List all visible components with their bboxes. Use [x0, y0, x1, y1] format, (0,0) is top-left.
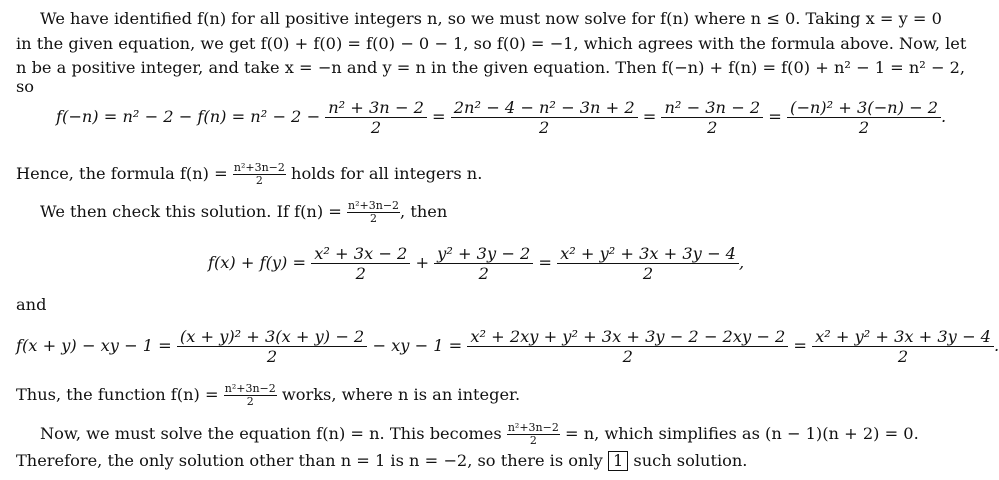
fraction-2 [467, 327, 788, 366]
fraction-denominator: 2 [897, 347, 909, 366]
fraction-2 [434, 244, 533, 283]
fraction-numerator: n² − 3n − 2 [661, 98, 763, 118]
paragraph-1-line-1: We have identified f(n) for all positive integers n, so we must now solve for f(n) where n ≤ 0. Taking x = y = 0 [40, 9, 942, 28]
equation-xy-check: f(x + y) − xy − 1 = $\frac{\text{(x + y)² + 3(x + y) − 2}}{2}$ − xy − 1 = $\frac{\text{x² + 2xy + y² + 3x + 3y − 2 − 2xy − 2}}{2}$ = $\frac{\text{x² + y² + 3x + 3y − 4}}{2}$ . [16, 327, 999, 366]
inline-fraction [224, 383, 277, 408]
equation-lhs: f(−n) = n² − 2 − f(n) = n² − 2 − [56, 107, 321, 126]
fraction-numerator: x² + 3x − 2 [311, 244, 410, 264]
paragraph-6-line-2 [16, 451, 747, 471]
paragraph-5-text: Thus, the function f(n) = [16, 385, 219, 404]
fraction-numerator: n² + 3n − 2 [325, 98, 427, 118]
fraction-denominator: 2 [255, 174, 263, 187]
paragraph-5 [16, 383, 520, 408]
paragraph-3-text-end: , then [400, 202, 448, 221]
paragraph-1-line-3: n be a positive integer, and take x = −n and y = n in the given equation. Then f(−n) + f(n) = f(0) + n² − 1 = n² − 2, [16, 58, 966, 77]
fraction-numerator: n²+3n−2 [507, 421, 559, 434]
and-label: and [16, 295, 47, 314]
equation-lhs: f(x) + f(y) = [208, 253, 307, 272]
fraction-denominator: 2 [370, 118, 382, 137]
fraction-denominator: 2 [642, 264, 654, 283]
fraction-denominator: 2 [266, 347, 278, 366]
paragraph-6-text: Now, we must solve the equation f(n) = n. This becomes [40, 424, 502, 443]
fraction-numerator: (−n)² + 3(−n) − 2 [787, 98, 941, 118]
fraction-numerator: x² + y² + 3x + 3y − 4 [812, 327, 994, 347]
fraction-3 [557, 244, 739, 283]
equation-sum-check: f(x) + f(y) = $\frac{\text{x² + 3x − 2}}{2}$ + $\frac{\text{y² + 3y − 2}}{2}$ = $\frac{\text{x² + y² + 3x + 3y − 4}}{2}$ , [208, 244, 745, 283]
fraction-denominator: 2 [355, 264, 366, 283]
fraction-numerator: 2n² − 4 − n² − 3n + 2 [451, 98, 638, 118]
paragraph-3 [40, 200, 447, 225]
fraction-numerator: y² + 3y − 2 [434, 244, 533, 264]
fraction-2 [451, 98, 638, 137]
fraction-4 [787, 98, 941, 137]
inline-fraction [507, 422, 560, 447]
paragraph-6-line-2-text-end: such solution. [633, 451, 748, 470]
fraction-denominator: 2 [707, 118, 718, 137]
paragraph-1-line-4: so [16, 77, 35, 96]
fraction-numerator: n²+3n−2 [348, 199, 400, 212]
fraction-denominator: 2 [858, 118, 870, 137]
fraction-denominator: 2 [246, 395, 254, 408]
fraction-denominator: 2 [370, 212, 378, 225]
fraction-numerator: (x + y)² + 3(x + y) − 2 [177, 327, 367, 347]
paragraph-6-text-end: = n, which simplifies as (n − 1)(n + 2) = 0. [565, 424, 919, 443]
paragraph-2-text-end: holds for all integers n. [291, 164, 483, 183]
fraction-denominator: 2 [478, 264, 489, 283]
fraction-numerator: n²+3n−2 [233, 161, 285, 174]
fraction-denominator: 2 [539, 118, 550, 137]
fraction-1 [325, 98, 427, 137]
fraction-numerator: x² + y² + 3x + 3y − 4 [557, 244, 739, 264]
paragraph-6-line-1 [40, 422, 919, 447]
equation-f-minus-n: f(−n) = n² − 2 − f(n) = n² − 2 − $\frac{\text{n² + 3n − 2}}{2}$ = $\frac{\text{2n² − 4 − n² − 3n + 2}}{2}$ = $\frac{\text{n² − 3n − 2}}{2}$ = $\frac{\text{(−n)² + 3(−n) − 2}}{2}$ . [56, 98, 947, 137]
fraction-numerator: n²+3n−2 [224, 382, 276, 395]
paragraph-2 [16, 162, 482, 187]
fraction-denominator: 2 [622, 347, 633, 366]
fraction-denominator: 2 [529, 434, 537, 447]
paragraph-3-text: We then check this solution. If f(n) = [40, 202, 342, 221]
inline-fraction [233, 162, 286, 187]
paragraph-5-text-end: works, where n is an integer. [281, 385, 521, 404]
fraction-3 [812, 327, 994, 366]
equation-middle: − xy − 1 = [372, 336, 463, 355]
equation-lhs: f(x + y) − xy − 1 = [16, 336, 172, 355]
boxed-answer: 1 [608, 451, 628, 471]
inline-fraction [347, 200, 400, 225]
paragraph-2-text: Hence, the formula f(n) = [16, 164, 228, 183]
fraction-1 [311, 244, 410, 283]
paragraph-6-line-2-text: Therefore, the only solution other than n = 1 is n = −2, so there is only [16, 451, 603, 470]
fraction-1 [177, 327, 367, 366]
paragraph-1-line-2: in the given equation, we get f(0) + f(0) = f(0) − 0 − 1, so f(0) = −1, which agrees with the formula above. Now, let [16, 34, 967, 53]
fraction-numerator: x² + 2xy + y² + 3x + 3y − 2 − 2xy − 2 [467, 327, 788, 347]
fraction-3 [661, 98, 763, 137]
